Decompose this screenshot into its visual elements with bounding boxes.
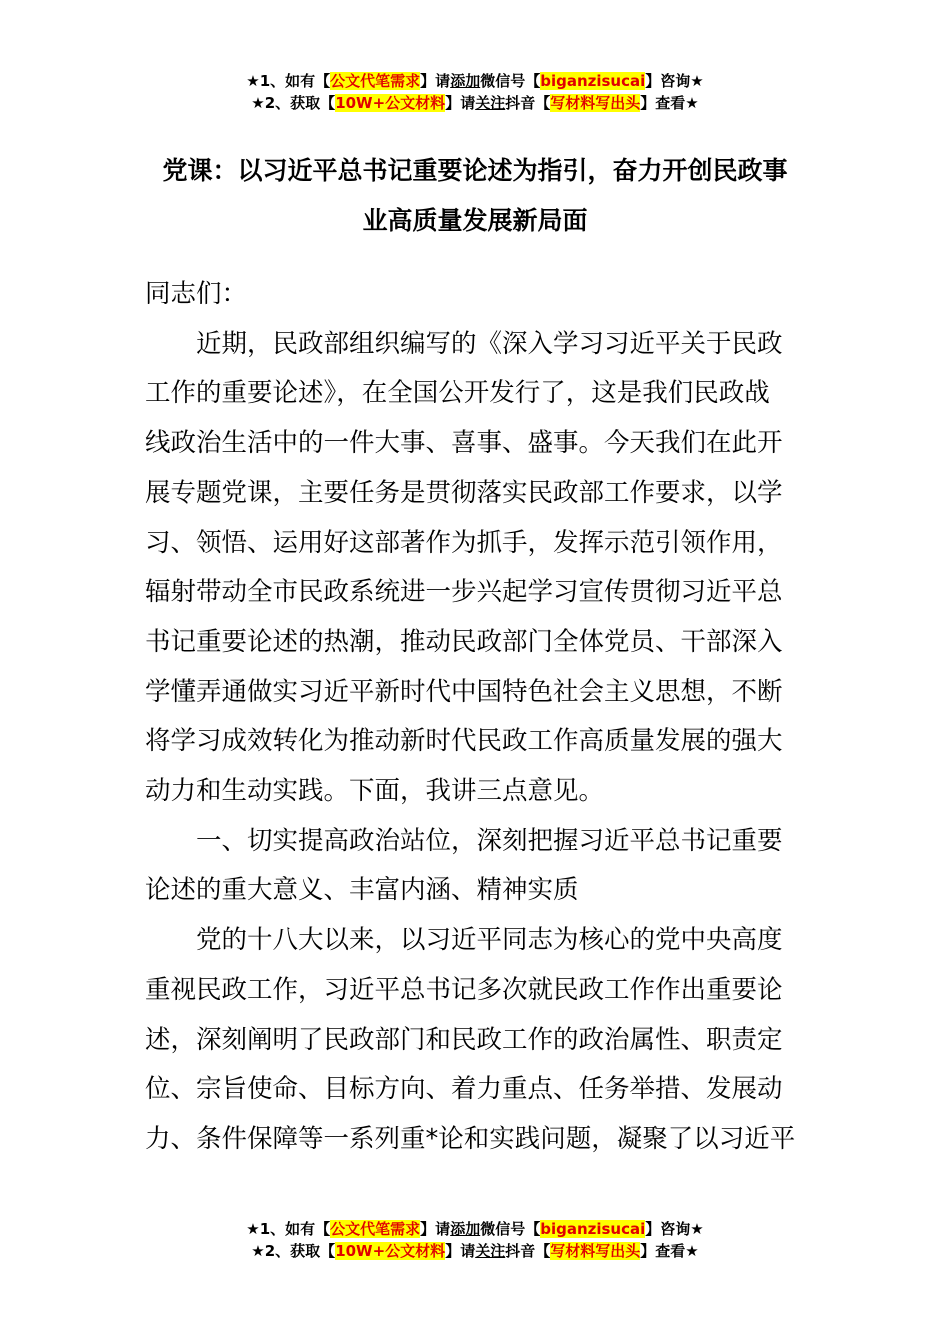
banner-highlight-douyin-id: 写材料写出头 — [550, 94, 641, 112]
banner-underlined-text: 添加 — [450, 72, 481, 90]
body-line: 学懂弄通做实习近平新时代中国特色社会主义思想，不断 — [145, 676, 783, 707]
banner-line-2 — [0, 1240, 950, 1262]
header-banner — [0, 70, 950, 114]
banner-highlight: 公文代笔需求 — [330, 72, 421, 90]
body-line: 线政治生活中的一件大事、喜事、盛事。今天我们在此开 — [145, 428, 783, 459]
banner-line-2 — [0, 92, 950, 114]
banner-text: ★1、如有【 — [246, 72, 331, 90]
banner-text: 微信号【 — [480, 1220, 541, 1238]
banner-text: ★2、获取【 — [251, 94, 336, 112]
banner-text: 抖音【 — [505, 1242, 551, 1260]
banner-highlight: 公文代笔需求 — [330, 1220, 421, 1238]
body-line: 工作的重要论述》，在全国公开发行了，这是我们民政战 — [145, 378, 770, 409]
section-heading-line: 论述的重大意义、丰富内涵、精神实质 — [145, 875, 579, 906]
banner-highlight-douyin-id: 写材料写出头 — [550, 1242, 641, 1260]
banner-highlight: 10W+公文材料 — [335, 1242, 446, 1260]
body-line: 辐射带动全市民政系统进一步兴起学习宣传贯彻习近平总 — [145, 577, 783, 608]
section-heading-line: 一、切实提高政治站位，深刻把握习近平总书记重要 — [196, 825, 783, 856]
banner-text: 】查看★ — [640, 94, 699, 112]
banner-text: 】请 — [445, 94, 476, 112]
banner-line-1 — [0, 1218, 950, 1240]
banner-underlined-text: 关注 — [475, 1242, 506, 1260]
banner-underlined-text: 添加 — [450, 1220, 481, 1238]
banner-text: 抖音【 — [505, 94, 551, 112]
body-line: 动力和生动实践。下面，我讲三点意见。 — [145, 776, 605, 807]
body-line: 近期，民政部组织编写的《深入学习习近平关于民政 — [196, 328, 783, 359]
banner-text: 】查看★ — [640, 1242, 699, 1260]
banner-text: 】请 — [420, 1220, 451, 1238]
body-line: 力、条件保障等一系列重*论和实践问题，凝聚了以习近平 — [145, 1123, 796, 1154]
banner-text: 】咨询★ — [645, 1220, 704, 1238]
salutation: 同志们： — [145, 279, 248, 309]
body-line: 党的十八大以来，以习近平同志为核心的党中央高度 — [196, 925, 783, 956]
banner-text: 微信号【 — [480, 72, 541, 90]
body-line: 述，深刻阐明了民政部门和民政工作的政治属性、职责定 — [145, 1024, 783, 1055]
footer-banner — [0, 1218, 950, 1262]
banner-highlight-wechat-id: biganzisucai — [540, 72, 646, 90]
body-line: 书记重要论述的热潮，推动民政部门全体党员、干部深入 — [145, 626, 783, 657]
banner-highlight-wechat-id: biganzisucai — [540, 1220, 646, 1238]
document-body — [145, 270, 810, 1165]
title-line-1: 党课：以习近平总书记重要论述为指引，奋力开创民政事 — [162, 156, 788, 185]
banner-line-1 — [0, 70, 950, 92]
body-line: 展专题党课，主要任务是贯彻落实民政部工作要求，以学 — [145, 477, 783, 508]
banner-text: 】请 — [445, 1242, 476, 1260]
banner-underlined-text: 关注 — [475, 94, 506, 112]
body-line: 位、宗旨使命、目标方向、着力重点、任务举措、发展动 — [145, 1074, 783, 1105]
body-line: 将学习成效转化为推动新时代民政工作高质量发展的强大 — [145, 726, 783, 757]
document-title — [100, 146, 850, 246]
title-line-2: 业高质量发展新局面 — [362, 206, 588, 235]
banner-text: 】请 — [420, 72, 451, 90]
body-line: 习、领悟、运用好这部著作为抓手，发挥示范引领作用， — [145, 527, 783, 558]
banner-text: ★2、获取【 — [251, 1242, 336, 1260]
banner-text: 】咨询★ — [645, 72, 704, 90]
banner-text: ★1、如有【 — [246, 1220, 331, 1238]
body-line: 重视民政工作，习近平总书记多次就民政工作作出重要论 — [145, 974, 783, 1005]
banner-highlight: 10W+公文材料 — [335, 94, 446, 112]
